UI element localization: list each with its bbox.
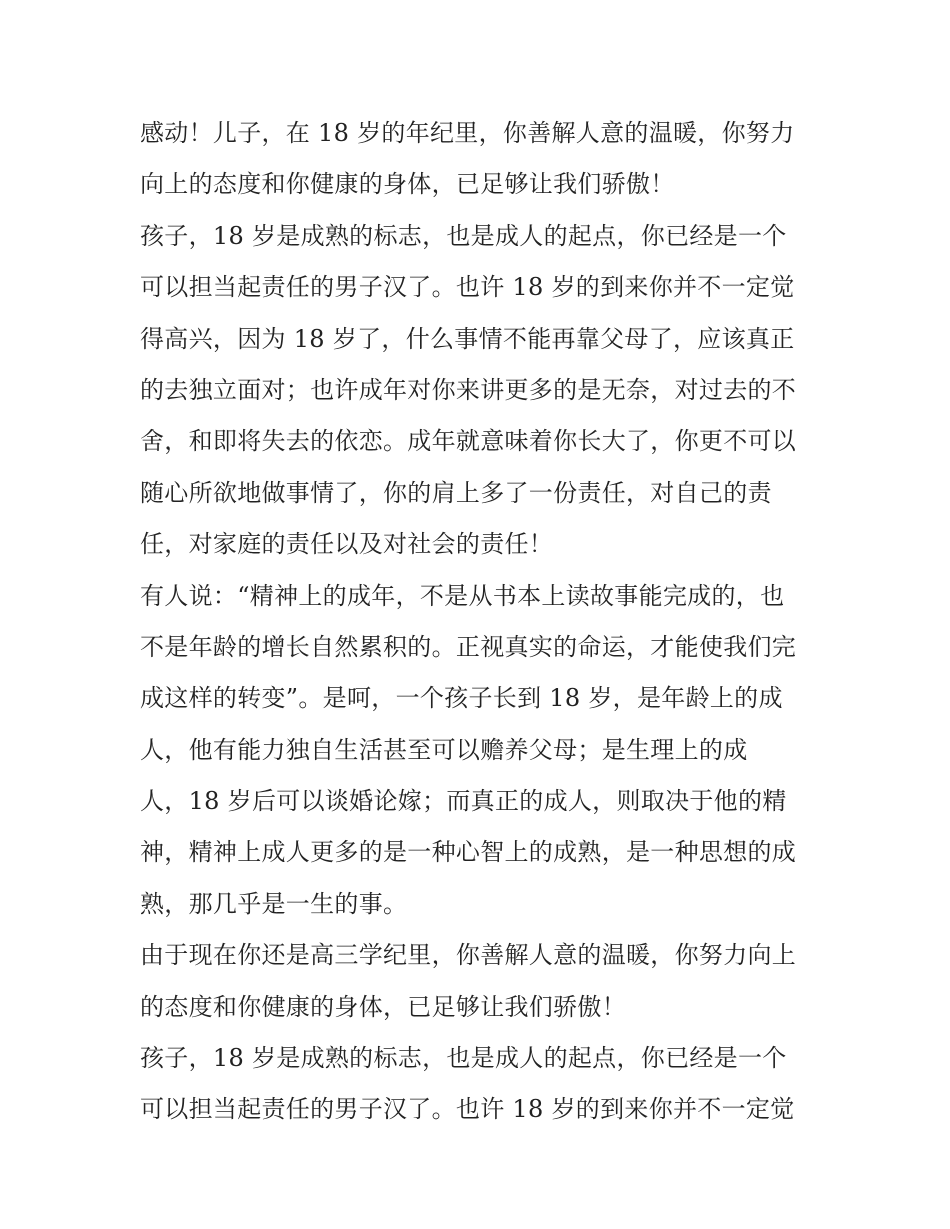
text-line: 可以担当起责任的男子汉了。也许 18 岁的到来你并不一定觉	[140, 1095, 795, 1124]
text-line: 随心所欲地做事情了，你的肩上多了一份责任，对自己的责	[140, 478, 772, 507]
text-line: 孩子，18 岁是成熟的标志，也是成人的起点，你已经是一个	[140, 1044, 787, 1073]
text-line: 神，精神上成人更多的是一种心智上的成熟，是一种思想的成	[140, 838, 797, 867]
text-line: 成这样的转变”。是呵，一个孩子长到 18 岁，是年龄上的成	[140, 684, 783, 713]
text-line: 可以担当起责任的男子汉了。也许 18 岁的到来你并不一定觉	[140, 273, 795, 302]
text-line: 孩子，18 岁是成熟的标志，也是成人的起点，你已经是一个	[140, 221, 787, 250]
text-line: 舍，和即将失去的依恋。成年就意味着你长大了，你更不可以	[140, 427, 797, 456]
text-line: 人，他有能力独自生活甚至可以赡养父母；是生理上的成	[140, 735, 748, 764]
text-line: 不是年龄的增长自然累积的。正视真实的命运，才能使我们完	[140, 632, 797, 661]
text-line: 由于现在你还是高三学纪里，你善解人意的温暖，你努力向上	[140, 941, 797, 970]
text-line: 的态度和你健康的身体，已足够让我们骄傲！	[140, 992, 626, 1021]
text-line: 得高兴，因为 18 岁了，什么事情不能再靠父母了，应该真正	[140, 324, 795, 353]
text-line: 的去独立面对；也许成年对你来讲更多的是无奈，对过去的不	[140, 375, 797, 404]
document-body	[140, 108, 820, 1136]
text-line: 向上的态度和你健康的身体，已足够让我们骄傲！	[140, 170, 675, 199]
text-line: 感动！儿子，在 18 岁的年纪里，你善解人意的温暖，你努力	[140, 119, 795, 147]
text-line: 有人说：“精神上的成年，不是从书本上读故事能完成的，也	[140, 581, 785, 610]
text-line: 任，对家庭的责任以及对社会的责任！	[140, 530, 554, 559]
text-line: 人，18 岁后可以谈婚论嫁；而真正的成人，则取决于他的精	[140, 787, 787, 816]
text-line: 熟，那几乎是一生的事。	[140, 889, 408, 918]
